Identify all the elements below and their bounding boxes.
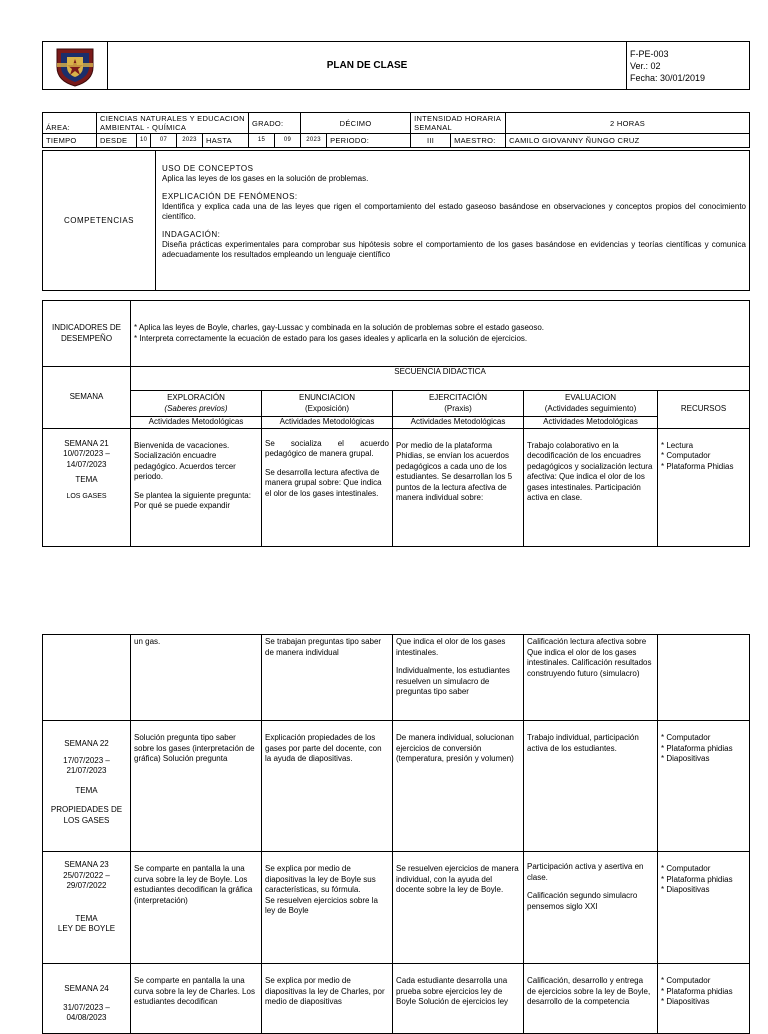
doc-code: F-PE-003	[630, 48, 669, 59]
indicadores-label: INDICADORES DE DESEMPEÑO	[43, 301, 131, 367]
intensidad-label: INTENSIDAD HORARIA SEMANAL	[411, 113, 506, 134]
week22-cell: SEMANA 22 17/07/2023 – 21/07/2023 TEMA PROPIEDADES DE LOS GASES	[43, 721, 131, 852]
competencias-table	[42, 150, 750, 291]
plan-table-continued	[42, 634, 750, 1034]
week23-evaluacion: Participación activa y asertiva en clase. Calificación segundo simulacro pensemos siglo XXI	[524, 852, 658, 964]
hasta-year: 2023	[301, 134, 327, 148]
week22-ejercitacion: De manera individual, solucionan ejercicios de conversión (temperatura, presión y volumen)	[393, 721, 524, 852]
week22-evaluacion: Trabajo individual, participación activa de los estudiantes.	[524, 721, 658, 852]
week21-exploracion: Bienvenida de vacaciones. Socialización encuadre pedagógico. Acuerdos tercer periodo. Se plantea la siguiente pregunta: Por qué se puede expandir	[131, 428, 262, 546]
week21-enunciacion: Se socializa el acuerdo pedagógico de manera grupal. Se desarrolla lectura afectiva de manera grupal sobre: Que indica el olor de los gases intestinales.	[262, 428, 393, 546]
desde-label: DESDE	[97, 134, 137, 148]
week21-cell: SEMANA 21 10/07/2023 – 14/07/2023 TEMA LOS GASES	[43, 428, 131, 546]
hasta-month: 09	[275, 134, 301, 148]
header-table	[42, 41, 750, 90]
col-evaluacion: EVALUACION (Actividades seguimiento)	[524, 391, 658, 417]
uso-text: Aplica las leyes de los gases en la solución de problemas.	[162, 174, 369, 183]
week21-recursos: * Lectura * Computador * Plataforma Phidias	[658, 428, 750, 546]
week23-enunciacion: Se explica por medio de diapositivas la ley de Boyle sus características, su fórmula. Se resuelven ejercicios sobre la ley de Boyle	[262, 852, 393, 964]
table-row	[43, 635, 750, 721]
tiempo-label: TIEMPO	[43, 134, 97, 148]
intensidad-value: 2 HORAS	[506, 113, 750, 134]
week21-cont-recursos	[658, 635, 750, 721]
competencias-content	[156, 151, 750, 291]
week23-ejercitacion: Se resuelven ejercicios de manera individual, con la ayuda del docente sobre la ley de Boyle.	[393, 852, 524, 964]
week24-evaluacion: Calificación, desarrollo y entrega de ejercicios sobre la ley de Boyle, desarrollo de la competencia	[524, 964, 658, 1034]
info-table	[42, 112, 750, 148]
indicadores-content	[131, 301, 750, 367]
desde-month: 07	[151, 134, 177, 148]
desde-year: 2023	[177, 134, 203, 148]
hasta-label: HASTA	[203, 134, 249, 148]
indicador-1: * Aplica las leyes de Boyle, charles, gay-Lussac y combinada en la solución de problemas sobre el estado gaseoso.	[134, 323, 545, 332]
week22-enunciacion: Explicación propiedades de los gases por parte del docente, con la ayuda de diapositivas.	[262, 721, 393, 852]
week21-cont-exploracion: un gas.	[131, 635, 262, 721]
week23-recursos: * Computador * Plataforma phidias * Diapositivas	[658, 852, 750, 964]
week24-recursos: * Computador * Plataforma phidias * Diapositivas	[658, 964, 750, 1034]
week24-exploracion: Se comparte en pantalla la una curva sobre la ley de Charles. Los estudiantes decodifican	[131, 964, 262, 1034]
hasta-day: 15	[249, 134, 275, 148]
col-recursos: RECURSOS	[658, 391, 750, 429]
week24-cell: SEMANA 24 31/07/2023 – 04/08/2023	[43, 964, 131, 1034]
table-row	[43, 428, 750, 546]
col-ejercitacion: EJERCITACIÓN (Praxis)	[393, 391, 524, 417]
week21-evaluacion: Trabajo colaborativo en la decodificación de los encuadres pedagógicos y socialización lectura afectiva: Que indica el olor de los gases intestinales. Participación activa en clase.	[524, 428, 658, 546]
col-exploracion: EXPLORACIÓN (Saberes previos)	[131, 391, 262, 417]
week21-ejercitacion: Por medio de la plataforma Phidias, se envían los acuerdos pedagógicos a cada uno de los estudiantes. Se desarrollan los 5 puntos de la lectura afectiva de manera individual sobre:	[393, 428, 524, 546]
indicador-2: * Interpreta correctamente la ecuación de estado para los gases ideales y aplicarla en la solución de ejercicios.	[134, 333, 528, 343]
logo-cell	[43, 42, 108, 90]
indag-title: INDAGACIÓN:	[162, 230, 221, 239]
doc-version: Ver.: 02	[630, 60, 661, 71]
week23-exploracion: Se comparte en pantalla la una curva sobre la ley de Boyle. Los estudiantes decodifican la gráfica (interpretación)	[131, 852, 262, 964]
doc-date: Fecha: 30/01/2019	[630, 72, 706, 83]
activ-label-2: Actividades Metodológicas	[262, 417, 393, 429]
week24-ejercitacion: Cada estudiante desarrolla una prueba sobre ejercicios ley de Boyle Solución de ejercicios ley	[393, 964, 524, 1034]
week24-enunciacion: Se explica por medio de diapositivas la ley de Charles, por medio de diapositivas	[262, 964, 393, 1034]
document-title: PLAN DE CLASE	[108, 42, 627, 90]
area-value: CIENCIAS NATURALES Y EDUCACION AMBIENTAL - QUÍMICA	[97, 113, 249, 134]
week22-recursos: * Computador * Plataforma phidias * Diapositivas	[658, 721, 750, 852]
week21-cont-evaluacion: Calificación lectura afectiva sobre Que indica el olor de los gases intestinales. Calificación resultados construyendo futuro (simulacro)	[524, 635, 658, 721]
competencias-label: COMPETENCIAS	[43, 151, 156, 291]
indag-text: Diseña prácticas experimentales para comprobar sus hipótesis sobre el comportamiento de los gases basándose en evidencias y teorías científicas y comunica adecuadamente los resultados empleando un lenguaje científico	[162, 240, 746, 259]
plan-table	[42, 300, 750, 547]
activ-label-3: Actividades Metodológicas	[393, 417, 524, 429]
secuencia-title: SECUENCIA DIDACTICA	[131, 367, 750, 391]
table-row	[43, 852, 750, 964]
expl-title: EXPLICACIÓN DE FENÓMENOS:	[162, 192, 298, 201]
grado-label: GRADO:	[249, 113, 301, 134]
grado-value: DÉCIMO	[301, 113, 411, 134]
table-row	[43, 964, 750, 1034]
col-enunciacion: ENUNCIACION (Exposición)	[262, 391, 393, 417]
uso-title: USO DE CONCEPTOS	[162, 164, 254, 173]
week21-cont-cell	[43, 635, 131, 721]
periodo-label: PERIODO:	[327, 134, 411, 148]
maestro-label: MAESTRO:	[451, 134, 506, 148]
activ-label-4: Actividades Metodológicas	[524, 417, 658, 429]
desde-day: 10	[137, 134, 151, 148]
week22-exploracion: Solución pregunta tipo saber sobre los gases (interpretación de gráfica) Solución pregunta	[131, 721, 262, 852]
document-code-block	[627, 42, 750, 90]
activ-label-1: Actividades Metodológicas	[131, 417, 262, 429]
week21-cont-ejercitacion: Que indica el olor de los gases intestinales. Individualmente, los estudiantes resuelven un simulacro de preguntas tipo saber	[393, 635, 524, 721]
maestro-value: CAMILO GIOVANNY ÑUNGO CRUZ	[506, 134, 750, 148]
week23-cell: SEMANA 23 25/07/2022 – 29/07/2022 TEMA LEY DE BOYLE	[43, 852, 131, 964]
expl-text: Identifica y explica cada una de las leyes que rigen el comportamiento del estado gaseoso basándose en observaciones y conceptos propios del conocimiento científico.	[162, 202, 746, 221]
week21-cont-enunciacion: Se trabajan preguntas tipo saber de manera individual	[262, 635, 393, 721]
periodo-value: III	[411, 134, 451, 148]
table-row	[43, 721, 750, 852]
area-label: ÁREA:	[43, 113, 97, 134]
school-crest-logo	[53, 45, 97, 87]
semana-header: SEMANA	[43, 367, 131, 429]
